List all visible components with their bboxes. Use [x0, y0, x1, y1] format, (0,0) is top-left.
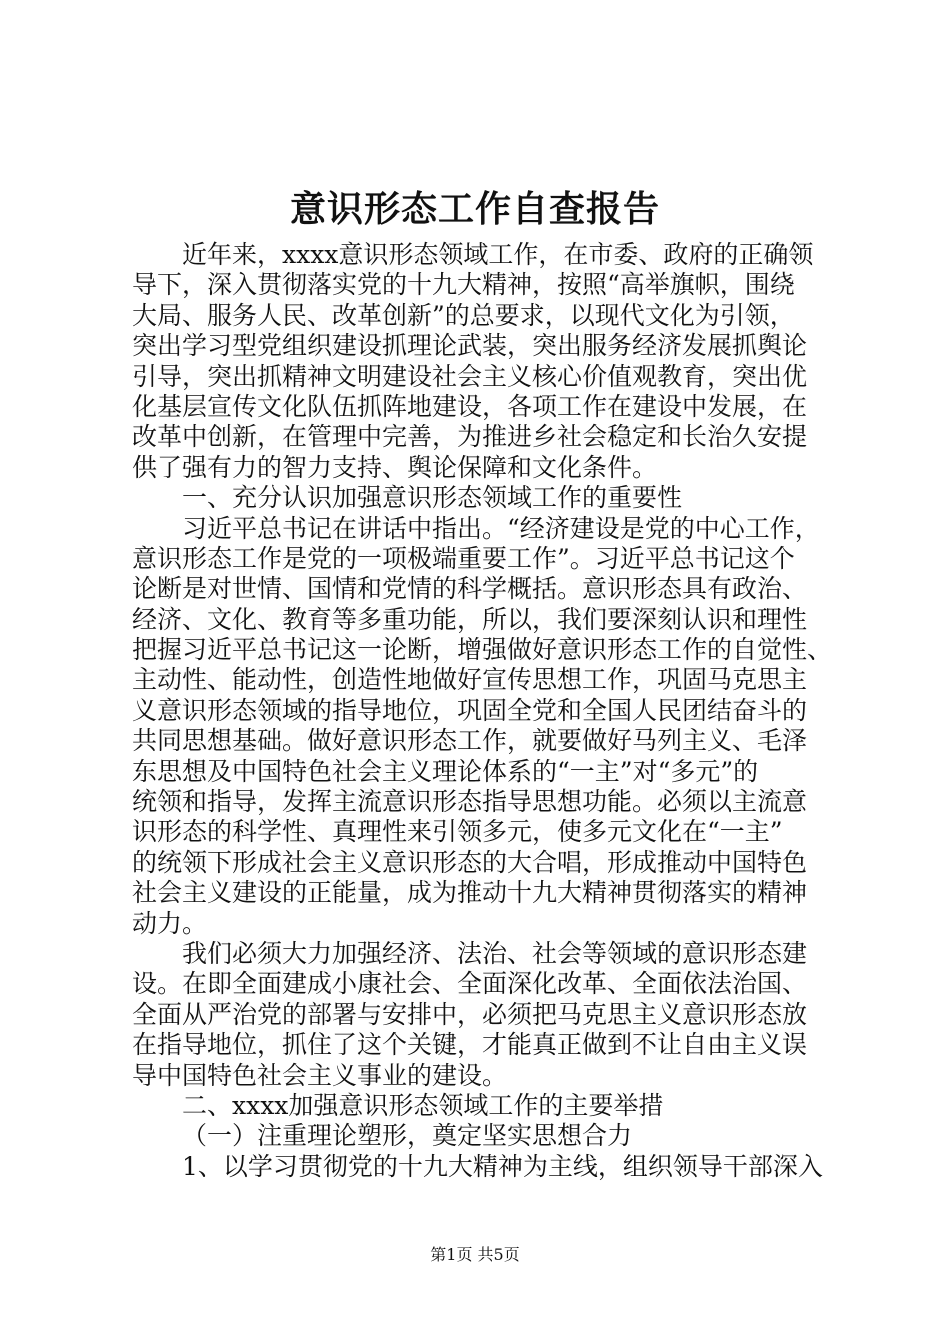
text-line: 我们必须大力加强经济、法治、社会等领域的意识形态建 [182, 938, 808, 968]
document-body [132, 240, 833, 1182]
text-line: 论断是对世情、国情和党情的科学概括。意识形态具有政治、 [132, 574, 808, 604]
text-line: 意识形态工作是党的一项极端重要工作”。习近平总书记这个 [132, 543, 795, 573]
text-line: 1、以学习贯彻党的十九大精神为主线，组织领导干部深入 [182, 1151, 823, 1181]
text-line: 引导，突出抓精神文明建设社会主义核心价值观教育，突出优 [132, 361, 808, 391]
page-footer: 第1页 共5页 [430, 1245, 520, 1264]
text-line: 义意识形态领域的指导地位，巩固全党和全国人民团结奋斗的 [132, 695, 808, 725]
text-line: 经济、文化、教育等多重功能，所以，我们要深刻认识和理性 [132, 604, 808, 634]
text-line: 习近平总书记在讲话中指出。“经济建设是党的中心工作， [182, 513, 820, 543]
text-line: 统领和指导，发挥主流意识形态指导思想功能。必须以主流意 [132, 787, 808, 817]
text-line: 导下，深入贯彻落实党的十九大精神，按照“高举旗帜，围绕 [132, 270, 795, 300]
text-line: 导中国特色社会主义事业的建设。 [132, 1060, 508, 1090]
text-line: 全面从严治党的部署与安排中，必须把马克思主义意识形态放 [132, 999, 808, 1029]
text-line: 社会主义建设的正能量，成为推动十九大精神贯彻落实的精神 [132, 878, 808, 908]
text-line: （一）注重理论塑形，奠定坚实思想合力 [182, 1121, 633, 1151]
text-line: 近年来，xxxx意识形态领域工作，在市委、政府的正确领 [182, 240, 814, 269]
text-line: 大局、服务人民、改革创新”的总要求，以现代文化为引领， [132, 300, 795, 330]
text-line: 在指导地位，抓住了这个关键，才能真正做到不让自由主义误 [132, 1030, 808, 1060]
page-title: 意识形态工作自查报告 [289, 188, 660, 230]
text-line: 主动性、能动性，创造性地做好宣传思想工作，巩固马克思主 [132, 665, 808, 695]
text-line: 二、xxxx加强意识形态领域工作的主要举措 [182, 1090, 664, 1120]
text-line: 的统领下形成社会主义意识形态的大合唱，形成推动中国特色 [132, 847, 808, 877]
text-line: 化基层宣传文化队伍抓阵地建设，各项工作在建设中发展，在 [132, 391, 808, 421]
text-line: 共同思想基础。做好意识形态工作，就要做好马列主义、毛泽 [132, 726, 808, 756]
text-line: 设。在即全面建成小康社会、全面深化改革、全面依法治国、 [132, 969, 808, 999]
text-line: 供了强有力的智力支持、舆论保障和文化条件。 [132, 452, 658, 482]
text-line: 识形态的科学性、真理性来引领多元，使多元文化在“一主” [132, 817, 783, 847]
text-line: 突出学习型党组织建设抓理论武装，突出服务经济发展抓舆论 [132, 331, 808, 361]
text-line: 一、充分认识加强意识形态领域工作的重要性 [182, 483, 683, 513]
text-line: 东思想及中国特色社会主义理论体系的“一主”对“多元”的 [132, 756, 759, 786]
text-line: 动力。 [132, 908, 208, 938]
text-line: 把握习近平总书记这一论断，增强做好意识形态工作的自觉性、 [132, 635, 833, 665]
text-line: 改革中创新，在管理中完善，为推进乡社会稳定和长治久安提 [132, 422, 808, 452]
